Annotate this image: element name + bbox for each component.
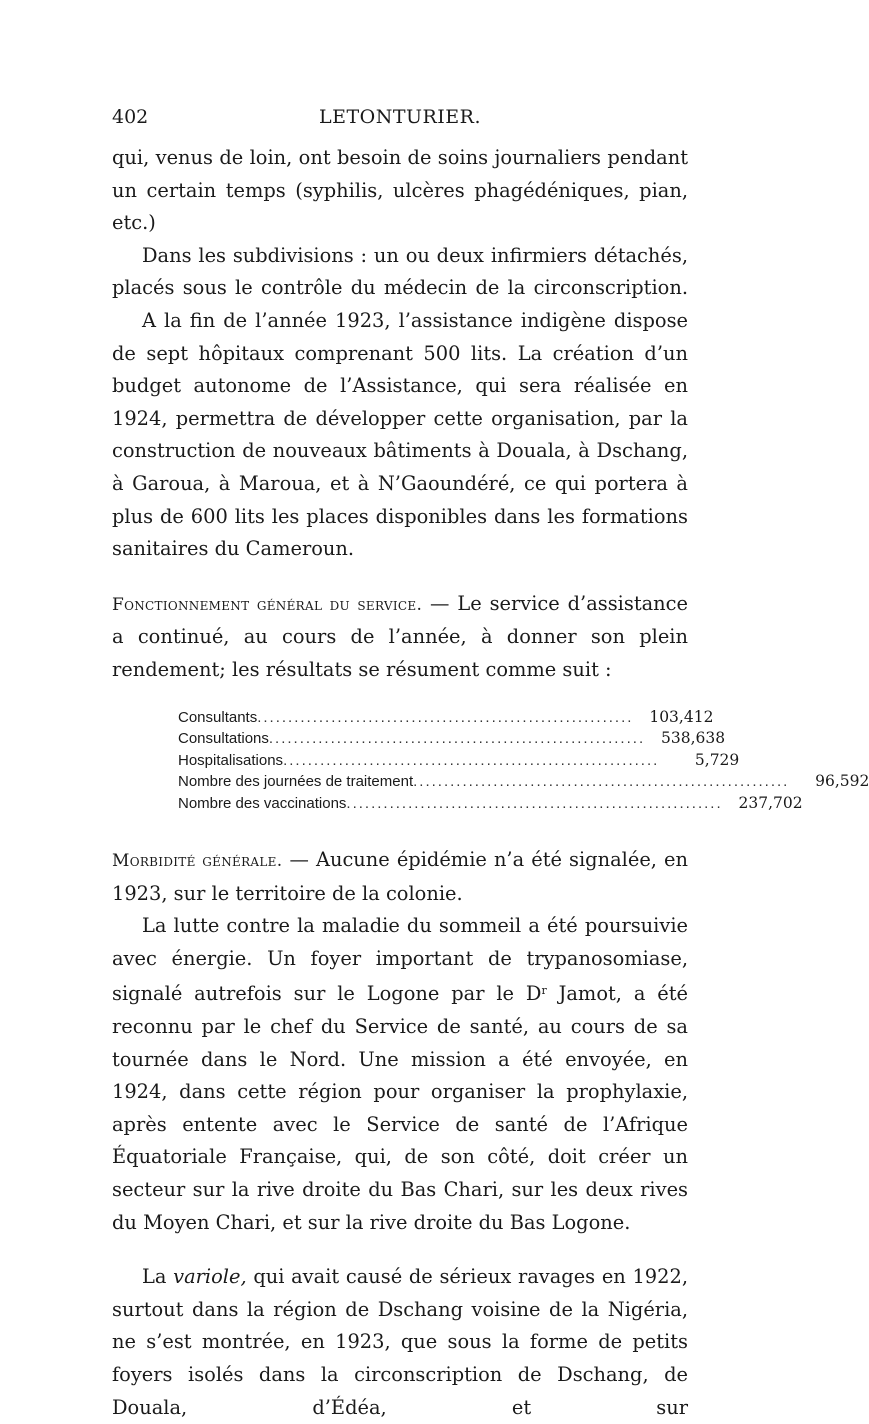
- stat-value: 538,638: [661, 729, 726, 747]
- paragraph-morbidite: [112, 844, 688, 910]
- section-heading-morbidite: Morbidité générale.: [112, 851, 283, 871]
- stat-row-consultations: Consultations ............................................................. 538,638: [178, 728, 630, 750]
- superscript-r: r: [541, 984, 547, 998]
- stat-label: Nombre des journées de traitement: [178, 773, 414, 790]
- paragraph-fonctionnement: [112, 588, 688, 687]
- paragraph-sommeil: La lutte contre la maladie du sommeil a été poursuivie avec énergie. Un foyer important de trypanosomiase, signalé autrefois sur le Logone par le $D^r$ Jamot, a été reconnu par le chef du Service de santé, au cours de sa tournée dans le Nord. Une mission a été envoyée, en 1924, dans cette région pour organiser la prophylaxie, après entente avec le Service de santé de l’Afrique Équatoriale Française, qui, de son côté, doit créer un secteur sur la rive droite du Bas Chari, sur les deux rives du Moyen Chari, et sur la rive droite du Bas Logone.: [112, 914, 688, 1234]
- section-heading-fonctionnement: Fonctionnement général du service.: [112, 594, 423, 615]
- stat-value: 237,702: [738, 793, 803, 812]
- italic-variole: variole,: [173, 1265, 247, 1289]
- statistics-table: [178, 707, 869, 815]
- paragraph-subdivisions: Dans les subdivisions : un ou deux infirmiers détachés, placés sous le contrôle du médecin de la circonscription.: [112, 243, 688, 300]
- stat-label: Nombre des vaccinations: [178, 794, 347, 812]
- stat-value: 103,412: [649, 707, 714, 726]
- stat-row-journees: Nombre des journées de traitement ............................................................. 96,592: [178, 771, 630, 793]
- stat-row-vaccinations: Nombre des vaccinations ............................................................. 237,702: [178, 793, 630, 815]
- paragraph-variole: La variole, qui avait causé de sérieux ravages en 1922, surtout dans la région de Dschang voisine de la Nigéria, ne s’est montrée, en 1923, que sous la forme de petits foyers isolés dans la circonscription de Dschang, de Douala, d’Édéa, et sur: [112, 1265, 688, 1419]
- stat-value: 5,729: [694, 750, 740, 769]
- stat-label: Consultants: [178, 708, 258, 726]
- stat-row-consultants: Consultants ............................................................. 103,412: [178, 707, 630, 729]
- stat-row-hospitalisations: Hospitalisations ............................................................. 5,729: [178, 750, 630, 772]
- paragraph-fonctionnement-text: — Le service d’assistance a continué, au cours de l’année, à donner son plein rendement; les résultats se résument comme suit :: [112, 591, 689, 681]
- paragraph-continuation: qui, venus de loin, ont besoin de soins journaliers pendant un certain temps (syphilis, ulcères phagédéniques, pian, etc.): [112, 146, 688, 235]
- stat-value: 96,592: [815, 772, 869, 790]
- stat-label: Hospitalisations: [178, 751, 284, 769]
- running-title: LETONTURIER.: [318, 106, 482, 128]
- page-number: 402: [112, 106, 149, 128]
- body-text: [112, 142, 869, 1424]
- paragraph-morbidite-text: — Aucune épidémie n’a été signalée, en 1923, sur le territoire de la colonie.: [112, 848, 688, 905]
- stat-label: Consultations: [178, 730, 269, 747]
- page-header: [112, 106, 688, 136]
- paragraph-hospitals: A la fin de l’année 1923, l’assistance indigène dispose de sept hôpitaux comprenant 500 lits. La création d’un budget autonome de l’Assistance, qui sera réalisée en 1924, permettra de développer cette organisation, par la construction de nouveaux bâtiments à Douala, à Dschang, à Garoua, à Maroua, et à N’Gaoundéré, ce qui portera à plus de 600 lits les places disponibles dans les formations sanitaires du Cameroun.: [112, 308, 688, 561]
